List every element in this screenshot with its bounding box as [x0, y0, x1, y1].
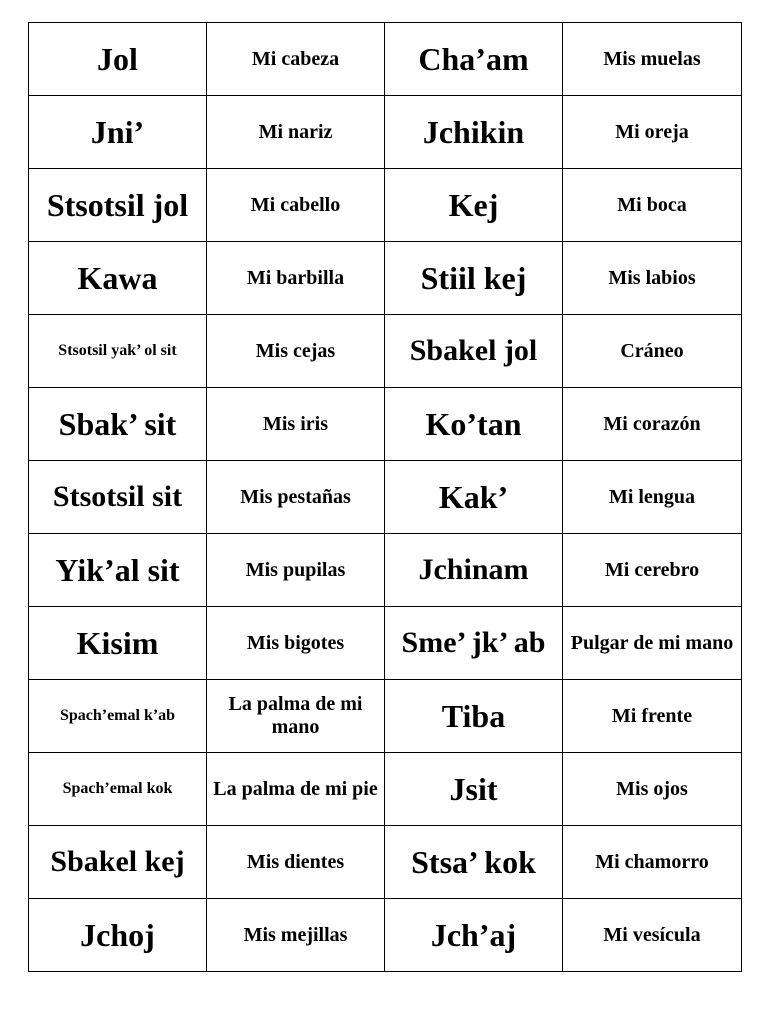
table-row: [29, 534, 742, 607]
table-row: [29, 826, 742, 899]
table-row: [29, 242, 742, 315]
tsotsil-word: Stsotsil sit: [29, 461, 207, 534]
tsotsil-word: Jni’: [29, 96, 207, 169]
spanish-translation: Mis mejillas: [207, 899, 385, 972]
spanish-translation: Mi vesícula: [563, 899, 742, 972]
spanish-translation: Mi lengua: [563, 461, 742, 534]
spanish-translation: Mi nariz: [207, 96, 385, 169]
tsotsil-word: Jchoj: [29, 899, 207, 972]
tsotsil-word: Kej: [385, 169, 563, 242]
tsotsil-word: Yik’al sit: [29, 534, 207, 607]
vocabulary-table: [28, 22, 742, 972]
tsotsil-word: Kak’: [385, 461, 563, 534]
table-row: [29, 315, 742, 388]
spanish-translation: Pulgar de mi mano: [563, 607, 742, 680]
tsotsil-word: Jsit: [385, 753, 563, 826]
table-row: [29, 461, 742, 534]
spanish-translation: Mi cabeza: [207, 23, 385, 96]
spanish-translation: Mi frente: [563, 680, 742, 753]
table-row: [29, 753, 742, 826]
spanish-translation: Cráneo: [563, 315, 742, 388]
tsotsil-word: Sme’ jk’ ab: [385, 607, 563, 680]
spanish-translation: La palma de mi pie: [207, 753, 385, 826]
spanish-translation: Mi cerebro: [563, 534, 742, 607]
spanish-translation: Mis cejas: [207, 315, 385, 388]
tsotsil-word: Stsotsil jol: [29, 169, 207, 242]
tsotsil-word: Sbakel kej: [29, 826, 207, 899]
spanish-translation: Mis bigotes: [207, 607, 385, 680]
tsotsil-word: Spach’emal k’ab: [29, 680, 207, 753]
table-row: [29, 96, 742, 169]
spanish-translation: Mis ojos: [563, 753, 742, 826]
table-row: [29, 388, 742, 461]
spanish-translation: Mi barbilla: [207, 242, 385, 315]
spanish-translation: Mi oreja: [563, 96, 742, 169]
table-row: [29, 899, 742, 972]
tsotsil-word: Jchikin: [385, 96, 563, 169]
table-row: [29, 23, 742, 96]
tsotsil-word: Sbak’ sit: [29, 388, 207, 461]
spanish-translation: Mis labios: [563, 242, 742, 315]
tsotsil-word: Kisim: [29, 607, 207, 680]
spanish-translation: Mis pupilas: [207, 534, 385, 607]
table-row: [29, 680, 742, 753]
spanish-translation: La palma de mi mano: [207, 680, 385, 753]
spanish-translation: Mis dientes: [207, 826, 385, 899]
spanish-translation: Mi cabello: [207, 169, 385, 242]
spanish-translation: Mi corazón: [563, 388, 742, 461]
tsotsil-word: Kawa: [29, 242, 207, 315]
spanish-translation: Mis muelas: [563, 23, 742, 96]
tsotsil-word: Jol: [29, 23, 207, 96]
spanish-translation: Mis iris: [207, 388, 385, 461]
tsotsil-word: Stiil kej: [385, 242, 563, 315]
spanish-translation: Mi boca: [563, 169, 742, 242]
table-row: [29, 169, 742, 242]
spanish-translation: Mis pestañas: [207, 461, 385, 534]
table-row: [29, 607, 742, 680]
tsotsil-word: Cha’am: [385, 23, 563, 96]
tsotsil-word: Jch’aj: [385, 899, 563, 972]
tsotsil-word: Tiba: [385, 680, 563, 753]
tsotsil-word: Ko’tan: [385, 388, 563, 461]
tsotsil-word: Sbakel jol: [385, 315, 563, 388]
spanish-translation: Mi chamorro: [563, 826, 742, 899]
tsotsil-word: Stsa’ kok: [385, 826, 563, 899]
tsotsil-word: Spach’emal kok: [29, 753, 207, 826]
tsotsil-word: Stsotsil yak’ ol sit: [29, 315, 207, 388]
tsotsil-word: Jchinam: [385, 534, 563, 607]
